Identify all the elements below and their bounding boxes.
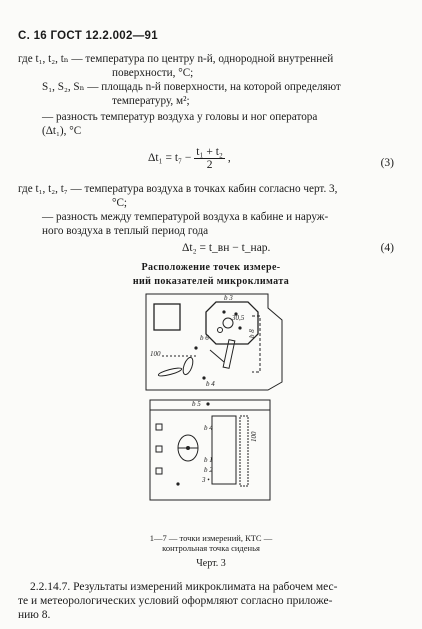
point-6 xyxy=(238,326,241,329)
equation-3-tail: , xyxy=(227,152,231,165)
label-100: 100 xyxy=(150,350,161,358)
figure-reference: Черт. 3 xyxy=(196,558,226,569)
seat-back xyxy=(212,416,236,484)
label-3: 3 • xyxy=(202,476,210,484)
label-b5: b 5 xyxy=(192,400,201,408)
paragraph-line-3: нию 8. xyxy=(18,609,51,621)
figure-caption-line-2: контрольная точка сиденья xyxy=(162,543,260,553)
equation-4: Δt₂ = t_вн − t_нар. xyxy=(182,242,271,254)
right-column xyxy=(240,416,248,486)
figure-title-line-2: ний показателей микроклимата xyxy=(132,276,290,287)
definition2-line-3: — разность между температурой воздуха в кабине и наруж- xyxy=(42,211,329,223)
equation-3-number: (3) xyxy=(380,157,394,169)
page-header: С. 16 ГОСТ 12.2.002—91 xyxy=(18,30,158,42)
equation-3-denominator: 2 xyxy=(206,159,213,171)
figure-title-line-1: Расположение точек измере- xyxy=(141,262,281,273)
equation-3-numerator: t₁ + t₂ xyxy=(196,146,223,158)
equation-3-lhs: Δt₁ = t₇ − xyxy=(148,152,192,165)
definition-line-6: (Δt₁), °С xyxy=(42,125,82,137)
equation-3-fraction xyxy=(194,146,225,171)
small-box-3 xyxy=(156,468,162,474)
label-b3: b 3 xyxy=(224,294,233,302)
definition-line-1: где t₁, t₂, tₙ — температура по центру n-й, однородной внутренней xyxy=(18,53,334,65)
point-seat xyxy=(186,446,190,450)
small-box-2 xyxy=(156,446,162,452)
definition2-line-4: ного воздуха в теплый период года xyxy=(42,225,209,237)
point-low xyxy=(176,482,179,485)
label-b4-side: b 4 xyxy=(204,424,213,432)
point-7 xyxy=(222,310,225,313)
cabin-plan-diagram xyxy=(140,290,290,395)
window-square xyxy=(154,304,180,330)
cabin-side-diagram xyxy=(148,398,276,503)
side-bracket xyxy=(252,316,260,372)
label-30-5: 30,5 xyxy=(232,314,245,322)
label-b8: b 8 xyxy=(248,329,256,338)
label-b2: b 2 xyxy=(204,466,213,474)
pedal-right xyxy=(181,356,195,376)
equation-4-number: (4) xyxy=(380,242,394,254)
label-b1: b 1 xyxy=(204,456,213,464)
guide-line xyxy=(210,350,224,362)
label-b6: b 6 xyxy=(200,334,209,342)
figure-caption-line-1: 1—7 — точки измерений, КТС — xyxy=(149,533,273,543)
paragraph-line-2: те и метеорологических условий оформляют согласно приложе- xyxy=(18,595,333,607)
knob-circle xyxy=(218,328,223,333)
small-box-1 xyxy=(156,424,162,430)
point-top xyxy=(206,402,209,405)
definition2-line-1: где t₁, t₂, t₇ — температура воздуха в точках кабин согласно черт. 3, xyxy=(18,183,338,195)
label-b4: b 4 xyxy=(206,380,215,388)
paragraph-line-1: 2.2.14.7. Результаты измерений микроклимата на рабочем мес- xyxy=(30,581,338,593)
definition2-line-2: °С; xyxy=(112,197,128,209)
side-outline xyxy=(150,400,270,500)
equation-3 xyxy=(148,146,231,171)
definition-line-4: температуру, м²; xyxy=(112,95,190,107)
definition-line-3: S₁, S₂, Sₙ — площадь n-й поверхности, на которой определяют xyxy=(42,81,341,93)
pedal-left xyxy=(158,366,182,377)
definition-line-2: поверхности, °С; xyxy=(112,67,194,79)
point-4 xyxy=(194,346,197,349)
definition-line-5: — разность температур воздуха у головы и ног оператора xyxy=(42,111,318,123)
label-100-side: 100 xyxy=(250,431,258,442)
